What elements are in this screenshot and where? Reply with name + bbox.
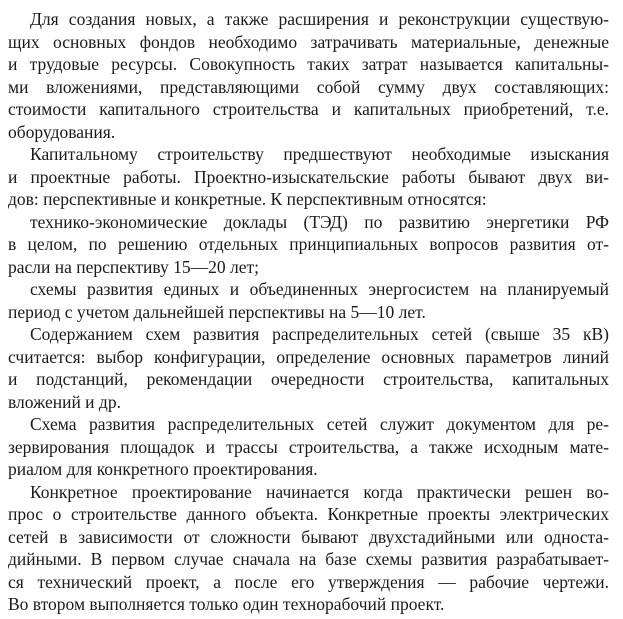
text-line: Конкретное проектирование начинается когда практически решен во- [30, 481, 609, 502]
text-line: и трудовые ресурсы. Совокупность таких затрат называется капитальны- [8, 54, 609, 74]
text-line: дов: перспективные и конкретные. К перспективным относятся: [8, 189, 487, 209]
paragraph [8, 413, 609, 481]
text-line: сетей в зависимости от сложности бывают двухстадийными или односта- [8, 526, 609, 547]
paragraph [8, 143, 609, 211]
text-line: оборудования. [8, 121, 116, 142]
text-line: щих основных фондов необходимо затрачивать материальные, денежные [8, 31, 609, 52]
text-line: вложений и др. [8, 391, 121, 412]
text-line: Капитальному строительству предшествуют необходимые изыскания [30, 144, 609, 164]
text-line: зервирования площадок и трассы строительства, а также исходным мате- [8, 436, 609, 457]
text-line: Содержанием схем развития распределительных сетей (свыше 35 кВ) [30, 324, 609, 344]
text-line: стоимости капитального строительства и капитальных приобретений, т.е. [8, 99, 609, 119]
paragraph [8, 481, 609, 616]
text-line: Для создания новых, а также расширения и реконструкции существую- [30, 9, 609, 29]
text-line: расли на перспективу 15—20 лет; [8, 256, 260, 277]
text-line: дийными. В первом случае сначала на базе схемы развития разрабатывает- [8, 549, 609, 569]
paragraph [8, 278, 609, 323]
paragraph [8, 211, 609, 279]
paragraph [8, 323, 609, 413]
text-line: риалом для конкретного проектирования. [8, 459, 318, 479]
text-line: и проектные работы. Проектно-изыскательские работы бывают двух ви- [8, 166, 609, 187]
text-line: период с учетом дальнейшей перспективы на 5—10 лет. [8, 301, 426, 322]
paragraph [8, 8, 609, 143]
text-line: и подстанций, рекомендации очередности строительства, капитальных [8, 369, 609, 389]
text-line: прос о строительстве данного объекта. Конкретные проекты электрических [8, 504, 609, 524]
text-line: технико-экономические доклады (ТЭД) по развитию энергетики РФ [30, 211, 609, 232]
text-line: в целом, по решению отдельных принципиальных вопросов развития от- [8, 234, 609, 254]
text-line: считается: выбор конфигурации, определение основных параметров линий [8, 346, 609, 367]
text-line: Схема развития распределительных сетей служит документом для ре- [30, 414, 609, 434]
text-line: схемы развития единых и объединенных энергосистем на планируемый [30, 279, 609, 299]
text-line: ми вложениями, представляющими собой сумму двух составляющих: [8, 76, 609, 97]
text-line: ся технический проект, а после его утверждения — рабочие чертежи. [8, 571, 609, 592]
text-line: Во втором выполняется только один технорабочий проект. [8, 594, 445, 614]
